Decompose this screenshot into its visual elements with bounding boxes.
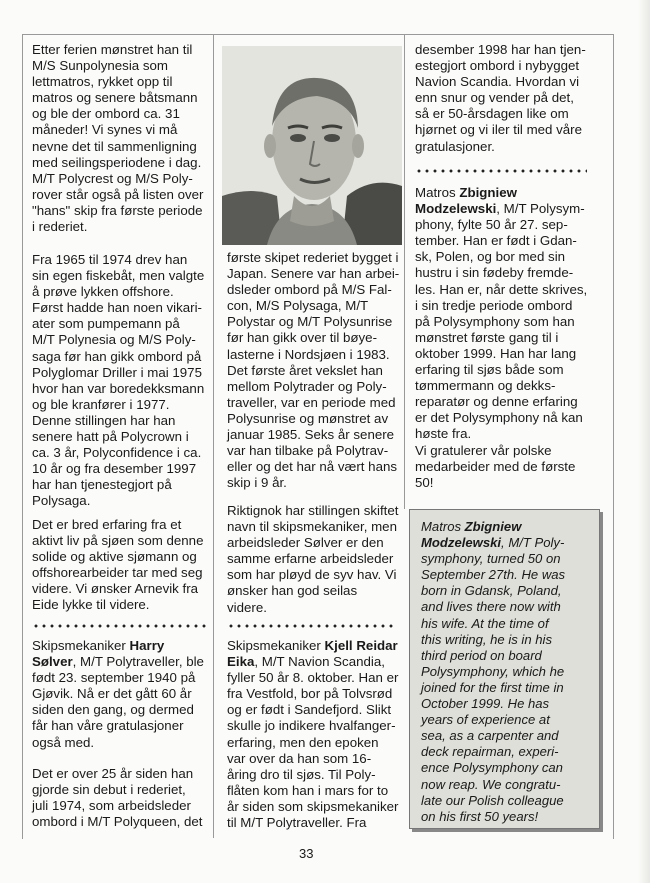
text-line: hvor han var boredekksmann (32, 380, 205, 396)
text-line: Polysunrise og mønstret av (227, 410, 389, 426)
text-line: his wife. At the time of (421, 615, 549, 631)
page-number: 33 (299, 846, 314, 861)
text-line: var han tilbake på Polytrav- (227, 443, 389, 459)
text-line: dsleder ombord på M/S Fal- (227, 282, 392, 298)
text-line: som har pløyd de syv hav. Vi (227, 567, 397, 583)
text-line: Det er over 25 år siden han (32, 766, 194, 781)
text-line: født 23. september 1940 på (32, 670, 196, 686)
text-line: skulle jo indikere hvalfanger- (227, 718, 396, 734)
text-line: å prøve lykken offshore. (32, 284, 174, 300)
person-name-modzelewski: Modzelewski (415, 201, 497, 217)
text-line: traveller, var en periode med (227, 394, 396, 410)
text-line: Japan. Senere var han arbei- (227, 266, 400, 282)
text-line: Eide lykke til videre. (32, 597, 150, 613)
text-line: arbeidsleder Sølver er den (227, 535, 384, 551)
text-line: desember 1998 har han tjen- (415, 42, 586, 57)
text-line: born in Gdansk, Poland, (421, 583, 562, 599)
text-line: høste fra. (415, 426, 472, 442)
text-line: gratulasjoner. (415, 138, 495, 154)
text-line: så er 50-årsdagen like om (415, 106, 569, 122)
portrait-photo (222, 46, 402, 245)
text-line: i sin tredje periode ombord (415, 297, 573, 313)
text-line: år siden som skipsmekaniker (227, 798, 399, 814)
english-summary-text: Matros Zbigniew Modzelewski, M/T Poly- symphony, turned 50 on September 27th. He was born in Gdansk, Poland, and lives there now with his wife. At the time of this writing, he is in his third period on board Polysymphony, which he joined for the first time in October 1999. He has years of experience at sea, as a carpenter and deck repairman, experi- ence Polysymphony can now reap. We congratu- late our Polish colleague on his first 50 years! (421, 519, 566, 824)
text-line: erfaring, men den epoken (227, 734, 379, 750)
text-line: M/T Polynesia og M/S Poly- (32, 332, 196, 348)
text-line: October 1999. He has (421, 696, 550, 712)
col1-paragraph-1 (32, 42, 203, 235)
text-line: erfaring til sjøs både som (415, 362, 564, 378)
text-line: tømmermann og dekks- (415, 378, 556, 394)
col1-paragraph-2 (32, 252, 204, 510)
col2-paragraph-2 (227, 503, 398, 616)
text-line: Denne stillingen har han (32, 412, 176, 428)
text-line: navn til skipsmekaniker, men (227, 519, 397, 535)
text-line: var over da han som 16- (227, 750, 372, 766)
text-line: "hans" skip fra første periode (32, 202, 203, 218)
person-name-modzelewski-en: Modzelewski (421, 535, 502, 551)
text-line: ca. 3 år, Polyconfidence i ca. (32, 445, 202, 461)
text-line: første skipet rederiet bygget i (227, 250, 399, 265)
text-line: medarbeider med de første (415, 458, 576, 474)
text-line: Polysymphony, which he (421, 663, 565, 679)
text-line: 50! (415, 474, 434, 490)
text-line: reparatør og denne erfaring (415, 394, 578, 410)
text-line: Polyglomar Driller i mai 1975 (32, 364, 202, 380)
text-line: nevne det til sammenligning (32, 138, 197, 154)
text-line: er det Polysymphony nå kan (415, 410, 583, 426)
text-line: oktober 1999. Han har lang (415, 345, 577, 361)
col1-paragraph-4: Skipsmekaniker Harry Sølver, M/T Polytraveller, ble født 23. september 1940 på Gjøvik. Nå er det gått 60 år siden den gang, og dermed får han våre gratulasjoner også med. (32, 638, 204, 750)
person-name-zbigniew: Zbigniew (459, 185, 517, 200)
text-line: får han våre gratulasjoner (32, 718, 184, 734)
text-line: lettmatros, rykket opp til (32, 74, 173, 90)
dot-separator-2 (227, 624, 397, 628)
text-line: this writing, he is in his (421, 631, 552, 647)
text-line: 10 år og fra desember 1997 (32, 461, 197, 477)
text-line: mønstret første gang til i (415, 329, 559, 345)
text-line: januar 1985. Seks år senere (227, 427, 395, 443)
text-line: før han gikk over til bøye- (227, 330, 378, 346)
text-line: mellom Polytrader og Poly- (227, 378, 387, 394)
text-line: matros og senere båtsmann (32, 90, 198, 106)
text-line: Fra 1965 til 1974 drev han (32, 252, 188, 267)
english-summary-box (409, 509, 600, 829)
text-line: Det er bred erfaring fra et (32, 517, 182, 532)
text-line: i rederiet. (32, 219, 88, 235)
text-line: third period on board (421, 647, 542, 663)
text-line: eller og det har nå vært hans (227, 459, 398, 475)
col1-paragraph-3 (32, 517, 203, 614)
text-line: Vi gratulerer vår polske (415, 442, 552, 458)
text-line: sk, Polen, og bor med sin (415, 249, 566, 265)
text-line: Gjøvik. Nå er det gått 60 år (32, 686, 192, 702)
col3-paragraph-1 (415, 42, 586, 155)
text-line: også med. (32, 734, 95, 750)
text-line: fyller 50 år 8. oktober. Han er (227, 670, 399, 686)
col2-paragraph-1 (227, 250, 399, 491)
text-line: and lives there now with (421, 599, 561, 615)
text-line: flåten kom han i mars for to (227, 782, 389, 798)
text-line: med seilingsperiodene i dag. (32, 154, 202, 170)
person-name-harry: Harry (129, 638, 165, 653)
text-line: gjorde sin debut i rederiet, (32, 782, 186, 798)
column-rule-1 (213, 34, 214, 838)
text-line: Etter ferien mønstret han til (32, 42, 193, 57)
text-line: og ble der ombord ca. 31 (32, 106, 180, 122)
text-line: sin egen fiskebåt, men valgte (32, 268, 205, 284)
text-line: og er født i Sandefjord. Slikt (227, 702, 392, 718)
text-line: Polystar og M/T Polysunrise (227, 314, 393, 330)
text-line: ence Polysymphony can (421, 760, 563, 776)
person-name-kjell-reidar: Kjell Reidar (324, 638, 398, 653)
text-line: ater som pumpemann på (32, 316, 180, 332)
portrait-illustration (222, 46, 402, 245)
text-line: late our Polish colleague (421, 792, 564, 808)
text-line: now reap. We congratu- (421, 776, 561, 792)
text-line: videre. Vi ønsker Arnevik fra (32, 581, 199, 597)
text-line: Først hadde han noen vikari- (32, 300, 202, 316)
text-line: tember. Han er født i Gdan- (415, 233, 577, 249)
text-line: symphony, turned 50 on (421, 551, 561, 567)
person-name-eika: Eika (227, 654, 255, 670)
text-line: skip i 9 år. (227, 475, 287, 491)
dot-separator-3 (415, 169, 587, 173)
text-line: solide og aktive sjømann og (32, 549, 197, 565)
text-line: har han tjenestegjort på (32, 477, 172, 493)
column-rule-2 (404, 34, 405, 509)
text-line: deck repairman, experi- (421, 744, 559, 760)
text-line: og ble kranfører i 1977. (32, 396, 170, 412)
text-line: samme erfarne arbeidsleder (227, 551, 394, 567)
text-line: phony, fylte 50 år 27. sep- (415, 217, 568, 233)
text-line: senere hatt på Polycrown i (32, 429, 189, 445)
text-line: hustru i sin fødeby fremde- (415, 265, 574, 281)
dot-separator-1 (32, 624, 208, 628)
text-line: videre. (227, 599, 267, 615)
text-line: rover står også på listen over (32, 186, 204, 202)
col3-paragraph-2: Matros Zbigniew Modzelewski, M/T Polysym- phony, fylte 50 år 27. sep- tember. Han er født i Gdan- sk, Polen, og bor med sin hustru i sin fødeby fremde- les. Han er, når dette skrives, i sin tredje periode ombord på Polysymphony som han mønstret første gang til i oktober 1999. Han har lang erfaring til sjøs både som tømmermann og dekks- reparatør og denne erfaring er det Polysymphony nå kan høste fra. Vi gratulerer vår polske medarbeider med de første 50! (415, 185, 588, 490)
col2-paragraph-3: Skipsmekaniker Kjell Reidar Eika, M/T Navion Scandia, fyller 50 år 8. oktober. Han er fra Vestfold, bor på Tolvsrød og er født i Sandefjord. Slikt skulle jo indikere hvalfanger- erfaring, men den epoken var over da han som 16- åring dro til sjøs. Til Poly- flåten kom han i mars for to år siden som skipsmekaniker til M/T Polytraveller. Fra (227, 638, 399, 831)
text-line: Riktignok har stillingen skiftet (227, 503, 399, 518)
col1-paragraph-5 (32, 766, 203, 830)
text-line: Det første året vekslet han (227, 362, 383, 378)
text-line: on his first 50 years! (421, 808, 539, 824)
text-line: lasterne i Nordsjøen i 1983. (227, 346, 390, 362)
text-line: September 27th. He was (421, 567, 566, 583)
text-line: les. Han er, når dette skrives, (415, 281, 588, 297)
text-line: juli 1974, som arbeidsleder (32, 798, 191, 814)
text-line: sea, as a carpenter and (421, 728, 559, 744)
text-line: fra Vestfold, bor på Tolvsrød (227, 686, 393, 702)
page-edge-shadow (638, 0, 650, 883)
text-line: offshorearbeider tar med seg (32, 565, 203, 581)
text-line: years of experience at (421, 712, 550, 728)
person-name-zbigniew-en: Zbigniew (464, 519, 522, 534)
text-line: enn snur og vender på det, (415, 90, 574, 106)
text-line: måneder! Vi synes vi må (32, 122, 178, 138)
text-line: Polysaga. (32, 493, 91, 509)
text-line: til M/T Polytraveller. Fra (227, 815, 367, 831)
text-line: ombord i M/T Polyqueen, det (32, 814, 203, 830)
text-line: M/S Sunpolynesia som (32, 58, 168, 74)
text-line: aktivt liv på sjøen som denne (32, 533, 204, 549)
text-line: saga før han gikk ombord på (32, 348, 202, 364)
text-line: åring dro til sjøs. Til Poly- (227, 766, 376, 782)
text-line: Navion Scandia. Hvordan vi (415, 74, 580, 90)
text-line: estegjort ombord i nybygget (415, 58, 580, 74)
text-line: hjørnet og vi iler til med våre (415, 122, 583, 138)
text-line: con, M/S Polysaga, M/T (227, 298, 369, 314)
text-line: M/T Polycrest og M/S Poly- (32, 170, 193, 186)
text-line: ønsker han god seilas (227, 583, 358, 599)
text-line: siden den gang, og dermed (32, 702, 194, 718)
text-line: joined for the first time in (421, 679, 564, 695)
person-name-solver: Sølver (32, 654, 73, 670)
text-line: på Polysymphony som han (415, 313, 575, 329)
